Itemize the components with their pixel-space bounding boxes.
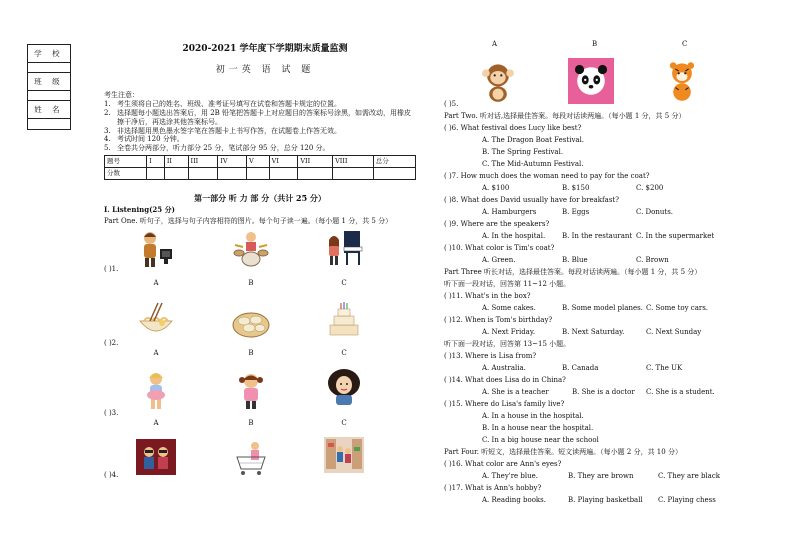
q11-option-c[interactable]: C. Some toy cars. (646, 304, 709, 312)
exam-title: 2020-2021 学年度下学期期末质量监测 (182, 44, 348, 54)
dialog-11-12-note: 听下面一段对话，回答第 11~12 小题。 (444, 280, 571, 288)
notes-heading: 考生注意： (104, 90, 139, 99)
dumplings-icon (231, 301, 271, 341)
question-14: ( )14. What does Lisa do in China? (444, 376, 566, 384)
q7-option-c[interactable]: C. $200 (636, 184, 664, 192)
boy-computer-icon (136, 229, 176, 269)
question-17: ( )17. What is Ann's hobby? (444, 484, 542, 492)
q11-option-a[interactable]: A. Some cakes. (482, 304, 536, 312)
q9-option-b[interactable]: B. In the restaurant (562, 232, 633, 240)
option-letter: A (153, 349, 159, 358)
note-item: 4. 考试时间 120 分钟。 (104, 135, 184, 144)
noodles-icon (136, 301, 176, 341)
q11-options (444, 304, 744, 316)
q13-option-a[interactable]: A. Australia. (482, 364, 526, 372)
exam-subtitle: 初一英 语 试 题 (215, 65, 315, 76)
question-15: ( )15. Where do Lisa's family live? (444, 400, 565, 408)
thin-girl-icon (136, 371, 176, 411)
option-letter: B (248, 349, 254, 358)
q9-option-a[interactable]: A. In the hospital. (482, 232, 546, 240)
note-item: 2. 选择题每小题选出答案后，用 2B 铅笔把答题卡上对应题目的答案标号涂黑，如需改动，用橡皮擦干净后，再选涂其他答案标号。 (104, 109, 412, 126)
question-1 (104, 227, 416, 297)
girl-piano-icon (324, 227, 364, 267)
q14-options (444, 388, 744, 400)
cinema-couple-icon (136, 439, 176, 479)
question-6: ( )6. What festival does Lucy like best? (444, 124, 582, 132)
q9-options (444, 232, 744, 244)
q17-option-b[interactable]: B. Playing basketball (568, 496, 643, 504)
q16-option-a[interactable]: A. They're blue. (482, 472, 539, 480)
class-label: 班 级 (28, 73, 70, 91)
question-11: ( )11. What's in the box? (444, 292, 531, 300)
q10-options (444, 256, 744, 268)
class-blank[interactable] (28, 91, 70, 101)
q11-option-b[interactable]: B. Some model planes. (562, 304, 643, 312)
option-letter: A (153, 279, 159, 288)
score-table (104, 155, 416, 180)
score-table-header-row: 题号 I II III IV V VI VII VIII 总分 (105, 155, 416, 167)
option-letter: B (592, 40, 598, 48)
part-four-instructions: Part Four. 听短文，选择最佳答案。短文读两遍。（每小题 2 分，共 10 分） (444, 448, 682, 456)
q16-option-c[interactable]: C. They are black (658, 472, 720, 480)
right-column (444, 40, 744, 508)
q17-option-a[interactable]: A. Reading books. (482, 496, 546, 504)
question-10: ( )10. What color is Tim's coat? (444, 244, 555, 252)
q10-option-c[interactable]: C. Brown (636, 256, 669, 264)
question-4 (104, 437, 416, 487)
q7-option-a[interactable]: A. $100 (482, 184, 510, 192)
part-two-instructions: Part Two. 听对话,选择最佳答案。每段对话读两遍。（每小题 1 分，共 5 分） (444, 112, 686, 120)
option-letter: C (341, 349, 347, 358)
q17-options (444, 496, 744, 508)
school-label: 学 校 (28, 45, 70, 63)
option-letter: C (682, 40, 688, 48)
part1-heading: 第一部分 听 力 部 分（共计 25 分） (194, 192, 326, 203)
q12-option-b[interactable]: B. Next Saturday. (562, 328, 625, 336)
q15-option-c[interactable]: C. In a big house near the school (482, 436, 599, 444)
panda-icon (568, 58, 614, 104)
q13-options (444, 364, 744, 376)
left-column (104, 44, 416, 487)
q16-options (444, 472, 744, 484)
question-7: ( )7. How much does the woman need to pay for the coat? (444, 172, 650, 180)
q16-option-b[interactable]: B. They are brown (568, 472, 634, 480)
question-5-label: ( )5. (444, 100, 459, 108)
question-16: ( )16. What color are Ann's eyes? (444, 460, 562, 468)
question-4-label: ( )4. (104, 471, 119, 480)
option-letter: B (248, 419, 254, 428)
q8-option-a[interactable]: A. Hamburgers (482, 208, 537, 216)
note-item: 3. 非选择题用黑色墨水签字笔在答题卡上书写作答，在试题卷上作答无效。 (104, 126, 341, 135)
q5-option-letters (444, 40, 744, 52)
q8-option-c[interactable]: C. Donuts. (636, 208, 674, 216)
q14-option-b[interactable]: B. She is a doctor (572, 388, 635, 396)
question-1-label: ( )1. (104, 265, 119, 274)
q9-option-c[interactable]: C. In the supermarket (636, 232, 715, 240)
q6-option-c[interactable]: C. The Mid-Autumn Festival. (482, 160, 584, 168)
q10-option-a[interactable]: A. Green. (482, 256, 516, 264)
question-5 (444, 52, 744, 110)
option-letter: A (153, 419, 159, 428)
option-letter: B (248, 279, 254, 288)
family-shopping-icon (324, 437, 364, 477)
q15-option-b[interactable]: B. In a house near the hospital. (482, 424, 594, 432)
q12-option-a[interactable]: A. Next Friday. (482, 328, 536, 336)
tiger-icon (660, 58, 704, 104)
part-one-instructions: Part One. 听句子，选择与句子内容相符的图片。每个句子读一遍。（每小题 1 分，共 5 分） (104, 216, 393, 225)
option-letter: A (492, 40, 498, 48)
dialog-13-15-note: 听下面一段对话，回答第 13~15 小题。 (444, 340, 571, 348)
girl-pigtails-icon (231, 371, 271, 411)
name-blank[interactable] (28, 119, 70, 129)
name-label: 姓 名 (28, 101, 70, 119)
q12-options (444, 328, 744, 340)
q17-option-c[interactable]: C. Playing chess (658, 496, 716, 504)
note-item: 5. 全卷共分两部分，听力部分 25 分，笔试部分 95 分，总分 120 分。 (104, 144, 330, 152)
school-blank[interactable] (28, 63, 70, 73)
q8-options (444, 208, 744, 220)
q14-option-a[interactable]: A. She is a teacher (482, 388, 549, 396)
q10-option-b[interactable]: B. Blue (562, 256, 588, 264)
monkey-icon (476, 60, 520, 104)
q7-options (444, 184, 744, 196)
option-letter: C (341, 419, 347, 428)
birthday-cake-icon (324, 299, 364, 339)
question-8: ( )8. What does David usually have for breakfast? (444, 196, 619, 204)
q8-option-b[interactable]: B. Eggs (562, 208, 590, 216)
candidate-notes (104, 91, 416, 153)
listening-title: I. Listening(25 分) (104, 204, 175, 214)
q13-option-b[interactable]: B. Canada (562, 364, 599, 372)
q15-option-a[interactable]: A. In a house in the hospital. (482, 412, 584, 420)
question-3 (104, 367, 416, 437)
note-item: 1. 考生须将自己的姓名、班级、准考证号填写在试卷和答题卡规定的位置。 (104, 100, 341, 109)
q13-option-c[interactable]: C. The UK (646, 364, 683, 372)
q14-option-c[interactable]: C. She is a student. (646, 388, 715, 396)
question-2 (104, 297, 416, 367)
question-12: ( )12. When is Tom's birthday? (444, 316, 553, 324)
q12-option-c[interactable]: C. Next Sunday (646, 328, 702, 336)
question-9: ( )9. Where are the speakers? (444, 220, 550, 228)
shopping-cart-icon (231, 439, 271, 479)
question-3-label: ( )3. (104, 409, 119, 418)
q6-option-b[interactable]: B. The Spring Festival. (482, 148, 564, 156)
q7-option-b[interactable]: B. $150 (562, 184, 590, 192)
score-table-score-row: 分数 (105, 167, 416, 179)
woman-curly-hair-icon (324, 367, 364, 407)
question-2-label: ( )2. (104, 339, 119, 348)
drum-kit-icon (231, 229, 271, 269)
option-letter: C (341, 279, 347, 288)
q6-option-a[interactable]: A. The Dragon Boat Festival. (482, 136, 585, 144)
question-13: ( )13. Where is Lisa from? (444, 352, 537, 360)
part-three-instructions: Part Three 听长对话，选择最佳答案。每段对话读两遍。（每小题 1 分，共 5 分） (444, 268, 702, 276)
student-info-box (27, 44, 71, 130)
